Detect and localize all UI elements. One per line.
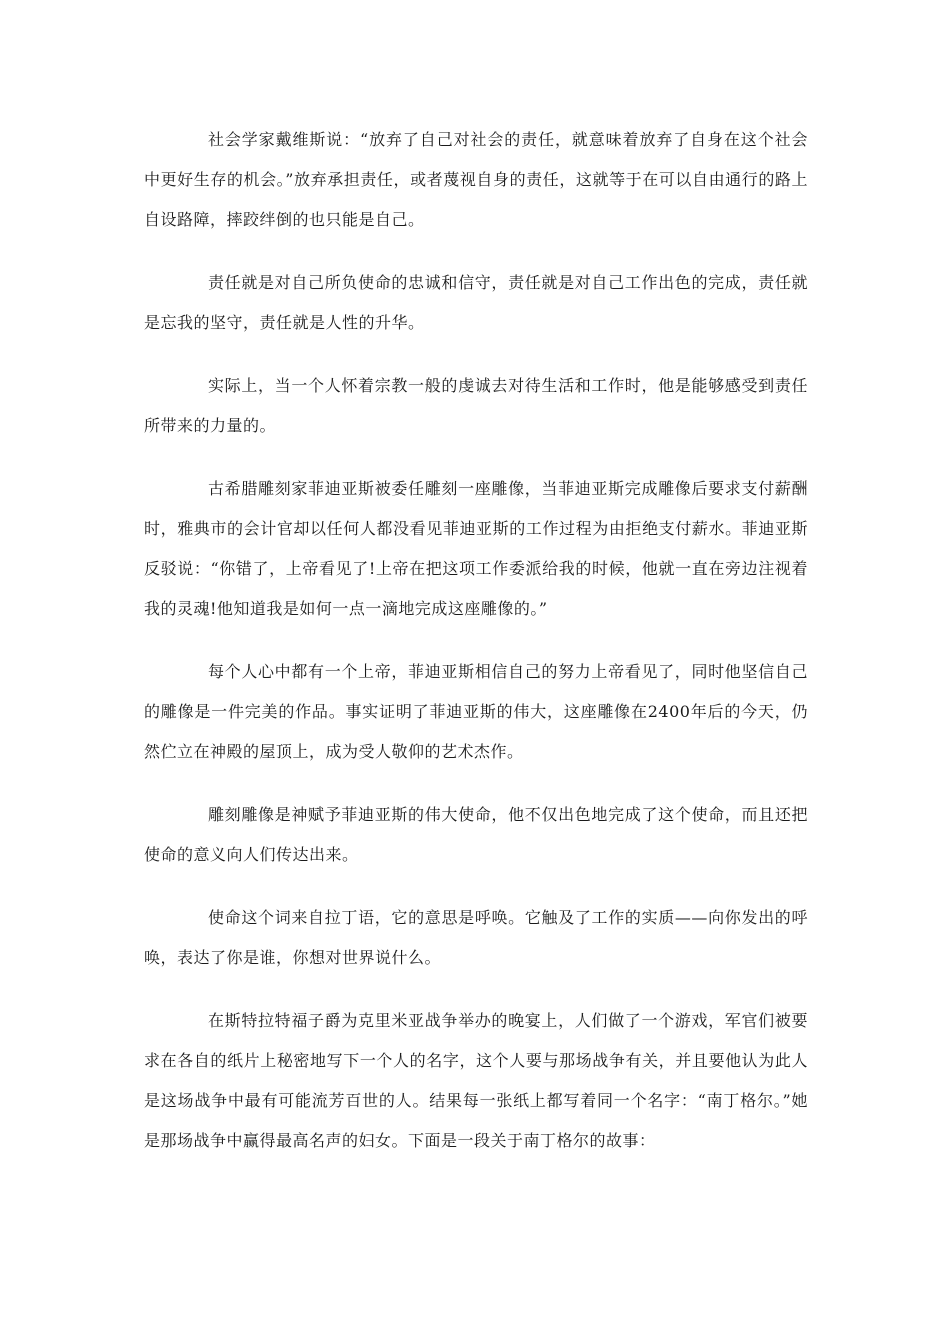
paragraph-6: 雕刻雕像是神赋予菲迪亚斯的伟大使命，他不仅出色地完成了这个使命，而且还把使命的意义向人们传达出来。 — [144, 805, 808, 864]
paragraph-8: 在斯特拉特福子爵为克里米亚战争举办的晚宴上，人们做了一个游戏，军官们被要求在各自的纸片上秘密地写下一个人的名字，这个人要与那场战争有关，并且要他认为此人是这场战争中最有可能流芳百世的人。结果每一张纸上都写着同一个名字：“南丁格尔。”她是那场战争中赢得最高名声的妇女。下面是一段关于南丁格尔的故事： — [144, 1011, 808, 1150]
document-body — [144, 120, 808, 1184]
paragraph-5: 每个人心中都有一个上帝，菲迪亚斯相信自己的努力上帝看见了，同时他坚信自己的雕像是一件完美的作品。事实证明了菲迪亚斯的伟大，这座雕像在2400年后的今天，仍然伫立在神殿的屋顶上，成为受人敬仰的艺术杰作。 — [144, 662, 808, 761]
paragraph-3: 实际上，当一个人怀着宗教一般的虔诚去对待生活和工作时，他是能够感受到责任所带来的力量的。 — [144, 376, 808, 435]
paragraph-4: 古希腊雕刻家菲迪亚斯被委任雕刻一座雕像，当菲迪亚斯完成雕像后要求支付薪酬时，雅典市的会计官却以任何人都没看见菲迪亚斯的工作过程为由拒绝支付薪水。菲迪亚斯反驳说：“你错了，上帝看见了!上帝在把这项工作委派给我的时候，他就一直在旁边注视着我的灵魂!他知道我是如何一点一滴地完成这座雕像的。” — [144, 479, 808, 618]
paragraph-1: 社会学家戴维斯说：“放弃了自己对社会的责任，就意味着放弃了自身在这个社会中更好生存的机会。”放弃承担责任，或者蔑视自身的责任，这就等于在可以自由通行的路上自设路障，摔跤绊倒的也只能是自己。 — [144, 130, 808, 229]
paragraph-2: 责任就是对自己所负使命的忠诚和信守，责任就是对自己工作出色的完成，责任就是忘我的坚守，责任就是人性的升华。 — [144, 273, 808, 332]
paragraph-7: 使命这个词来自拉丁语，它的意思是呼唤。它触及了工作的实质——向你发出的呼唤，表达了你是谁，你想对世界说什么。 — [144, 908, 808, 967]
